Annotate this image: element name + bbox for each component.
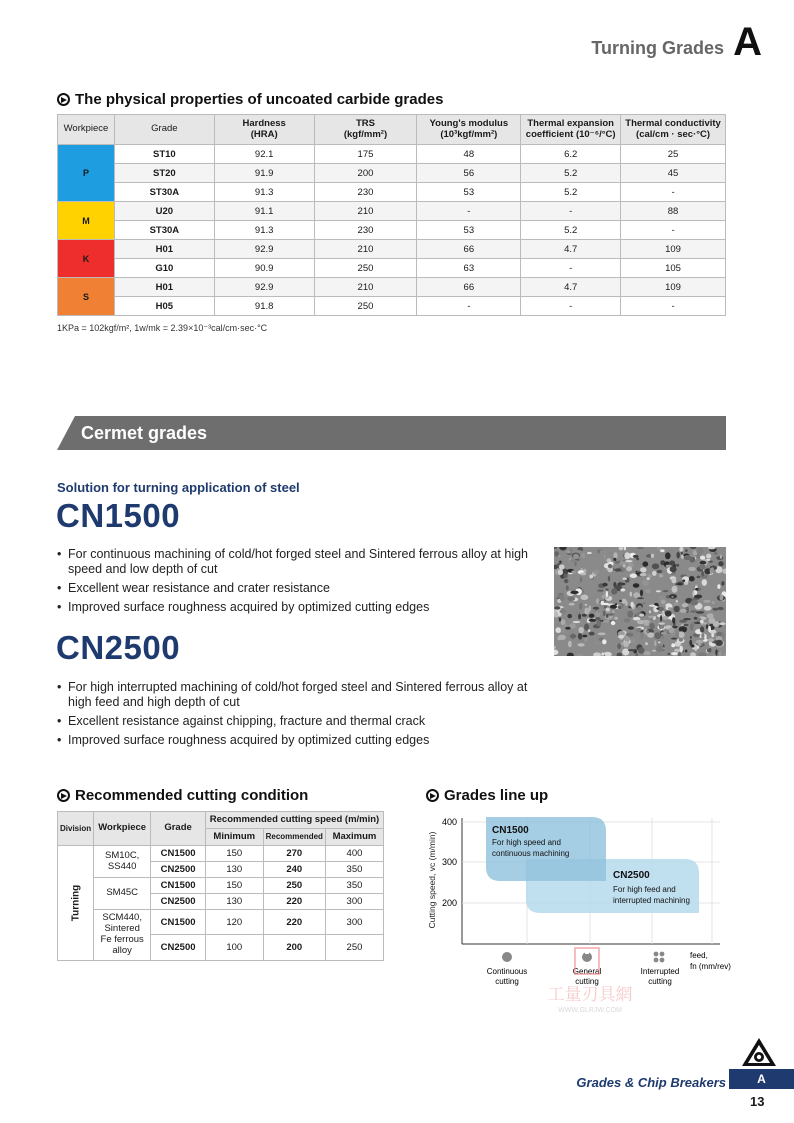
continuous-cutting-icon [502, 952, 512, 962]
column-header: TRS (kgf/mm²) [314, 115, 417, 145]
grade-cell: H01 [114, 278, 214, 297]
workpiece-cell: M [58, 202, 115, 240]
table-row [58, 878, 384, 894]
unit-note: 1KPa = 102kgf/m², 1w/mk = 2.39×10⁻³cal/cm·sec·°C [57, 323, 268, 333]
table-row [58, 910, 384, 935]
recommended-title: Recommended cutting condition [75, 787, 309, 804]
table-row [58, 278, 726, 297]
workpiece-cell: P [58, 145, 115, 202]
value-cell: - [417, 297, 521, 316]
value-cell: 4.7 [521, 278, 621, 297]
value-cell: 210 [314, 240, 417, 259]
table-row [58, 240, 726, 259]
value-cell: 88 [621, 202, 726, 221]
value-cell: 92.1 [214, 145, 314, 164]
y-tick: 200 [441, 898, 457, 908]
feature-item: • Excellent wear resistance and crater resistance [57, 581, 537, 596]
value-cell: 91.1 [214, 202, 314, 221]
grade-cell: ST20 [114, 164, 214, 183]
footer-title: Grades & Chip Breakers [576, 1075, 726, 1090]
cn1500-desc-1: For high speed and [492, 838, 561, 847]
lineup-title: Grades line up [444, 787, 549, 804]
column-header: Young's modulus (10³kgf/mm²) [417, 115, 521, 145]
page-section-title: Turning Grades [591, 38, 724, 58]
grade-name-cn1500: CN1500 [56, 497, 181, 534]
section-letter: A [733, 20, 762, 64]
speed-cell: 220 [263, 894, 325, 910]
cn1500-features [57, 547, 537, 619]
grade-name-cn2500: CN2500 [56, 629, 181, 666]
speed-cell: 150 [205, 846, 263, 862]
physical-properties-heading [57, 91, 443, 108]
grade-cell: CN1500 [151, 878, 206, 894]
watermark-url: WWW.GLRJW.COM [558, 1007, 622, 1014]
grade-cell: H05 [114, 297, 214, 316]
general-cutting-icon [582, 951, 592, 962]
value-cell: 4.7 [521, 240, 621, 259]
arrow-circle-icon [57, 93, 70, 106]
watermark-text: 工量刃具網 [547, 985, 633, 1005]
speed-cell: 120 [205, 910, 263, 935]
value-cell: 53 [417, 221, 521, 240]
col-rec: Recommended [263, 829, 325, 846]
lineup-heading [426, 787, 548, 804]
x-category: Continuous [486, 967, 528, 976]
x-axis-label: fn (mm/rev) [690, 962, 731, 971]
table-row [58, 846, 384, 862]
cermet-banner [57, 416, 726, 450]
value-cell: 250 [314, 297, 417, 316]
x-category: cutting [648, 977, 672, 986]
value-cell: 230 [314, 221, 417, 240]
x-category: cutting [575, 977, 599, 986]
value-cell: 63 [417, 259, 521, 278]
x-category: cutting [495, 977, 519, 986]
cermet-banner-title: Cermet grades [81, 423, 208, 443]
grade-cell: CN2500 [151, 894, 206, 910]
value-cell: 53 [417, 183, 521, 202]
value-cell: - [521, 259, 621, 278]
speed-cell: 350 [325, 878, 383, 894]
grade-cell: ST10 [114, 145, 214, 164]
feature-item: • For continuous machining of cold/hot forged steel and Sintered ferrous alloy at high speed and low depth of cut [57, 547, 537, 577]
recommended-heading [57, 787, 308, 804]
value-cell: 45 [621, 164, 726, 183]
grade-cell: CN1500 [151, 846, 206, 862]
grades-lineup-chart [420, 808, 750, 1018]
speed-cell: 270 [263, 846, 325, 862]
value-cell: 48 [417, 145, 521, 164]
value-cell: 175 [314, 145, 417, 164]
cn1500-desc-2: continuous machining [492, 849, 570, 858]
y-axis-label: Cutting speed, vc (m/min) [427, 831, 437, 929]
value-cell: 250 [314, 259, 417, 278]
value-cell: - [521, 297, 621, 316]
speed-cell: 250 [263, 878, 325, 894]
cn2500-features [57, 680, 537, 752]
speed-cell: 400 [325, 846, 383, 862]
value-cell: 91.9 [214, 164, 314, 183]
feature-item: • Improved surface roughness acquired by optimized cutting edges [57, 733, 537, 748]
table-row [58, 259, 726, 278]
workpiece-cell: S [58, 278, 115, 316]
value-cell: 25 [621, 145, 726, 164]
speed-cell: 250 [325, 935, 383, 960]
value-cell: 5.2 [521, 221, 621, 240]
table-row [58, 297, 726, 316]
arrow-circle-icon [57, 789, 70, 802]
feature-item: • Excellent resistance against chipping, fracture and thermal crack [57, 714, 537, 729]
grade-cell: G10 [114, 259, 214, 278]
value-cell: - [621, 297, 726, 316]
table-row [58, 164, 726, 183]
value-cell: - [417, 202, 521, 221]
cn2500-desc-2: interrupted machining [613, 896, 690, 905]
footer-section-tab: A [729, 1069, 794, 1089]
division-cell: Turning [58, 846, 94, 961]
grade-cell: U20 [114, 202, 214, 221]
page-number: 13 [750, 1094, 765, 1109]
interrupted-cutting-icon [654, 952, 665, 963]
grade-cell: H01 [114, 240, 214, 259]
value-cell: 66 [417, 278, 521, 297]
grade-cell: CN2500 [151, 935, 206, 960]
workpiece-cell: K [58, 240, 115, 278]
recommended-table [57, 811, 384, 961]
table-row [58, 183, 726, 202]
cn2500-label: CN2500 [613, 870, 650, 881]
speed-cell: 150 [205, 878, 263, 894]
grade-cell: ST30A [114, 183, 214, 202]
cermet-subheading: Solution for turning application of steel [57, 480, 300, 495]
value-cell: 210 [314, 202, 417, 221]
column-header: Hardness (HRA) [214, 115, 314, 145]
feature-item: • For high interrupted machining of cold/hot forged steel and Sintered ferrous alloy at high feed and high depth of cut [57, 680, 537, 710]
cn2500-desc-1: For high feed and [613, 885, 676, 894]
column-header: Workpiece [58, 115, 115, 145]
col-max: Maximum [325, 829, 383, 846]
value-cell: 5.2 [521, 183, 621, 202]
value-cell: 200 [314, 164, 417, 183]
physical-properties-table [57, 114, 726, 316]
value-cell: 92.9 [214, 278, 314, 297]
grade-cell: CN2500 [151, 862, 206, 878]
value-cell: 6.2 [521, 145, 621, 164]
col-workpiece: Workpiece [94, 812, 151, 846]
value-cell: - [621, 221, 726, 240]
value-cell: 56 [417, 164, 521, 183]
value-cell: 66 [417, 240, 521, 259]
table-row [58, 202, 726, 221]
x-category: General [572, 967, 602, 976]
value-cell: 5.2 [521, 164, 621, 183]
grade-cell: CN1500 [151, 910, 206, 935]
speed-cell: 350 [325, 862, 383, 878]
col-division: Division [58, 812, 94, 846]
value-cell: - [521, 202, 621, 221]
column-header: Thermal conductivity (cal/cm · sec·°C) [621, 115, 726, 145]
speed-cell: 220 [263, 910, 325, 935]
speed-cell: 300 [325, 894, 383, 910]
column-header: Thermal expansion coefficient (10⁻⁶/°C) [521, 115, 621, 145]
value-cell: 109 [621, 278, 726, 297]
speed-cell: 200 [263, 935, 325, 960]
value-cell: 91.3 [214, 183, 314, 202]
table-row [58, 221, 726, 240]
x-axis-label: feed, [690, 951, 708, 960]
value-cell: 92.9 [214, 240, 314, 259]
value-cell: 105 [621, 259, 726, 278]
value-cell: 91.3 [214, 221, 314, 240]
col-speed: Recommended cutting speed (m/min) [205, 812, 383, 829]
speed-cell: 100 [205, 935, 263, 960]
microstructure-image [554, 547, 726, 656]
value-cell: 91.8 [214, 297, 314, 316]
x-category: Interrupted [640, 967, 680, 976]
value-cell: 109 [621, 240, 726, 259]
grade-cell: ST30A [114, 221, 214, 240]
speed-cell: 240 [263, 862, 325, 878]
value-cell: 210 [314, 278, 417, 297]
speed-cell: 130 [205, 862, 263, 878]
speed-cell: 130 [205, 894, 263, 910]
column-header: Grade [114, 115, 214, 145]
value-cell: - [621, 183, 726, 202]
y-tick: 300 [441, 857, 457, 867]
physical-properties-title: The physical properties of uncoated carbide grades [75, 91, 444, 108]
cn1500-label: CN1500 [492, 825, 529, 836]
feature-item: • Improved surface roughness acquired by optimized cutting edges [57, 600, 537, 615]
speed-cell: 300 [325, 910, 383, 935]
col-min: Minimum [205, 829, 263, 846]
value-cell: 230 [314, 183, 417, 202]
y-tick: 400 [441, 817, 457, 827]
company-logo-icon [740, 1036, 778, 1068]
value-cell: 90.9 [214, 259, 314, 278]
table-row [58, 145, 726, 164]
arrow-circle-icon [426, 789, 439, 802]
col-grade: Grade [151, 812, 206, 846]
workpiece-cell: SM10C, SS440 [94, 846, 151, 878]
workpiece-cell: SCM440, Sintered Fe ferrous alloy [94, 910, 151, 961]
workpiece-cell: SM45C [94, 878, 151, 910]
